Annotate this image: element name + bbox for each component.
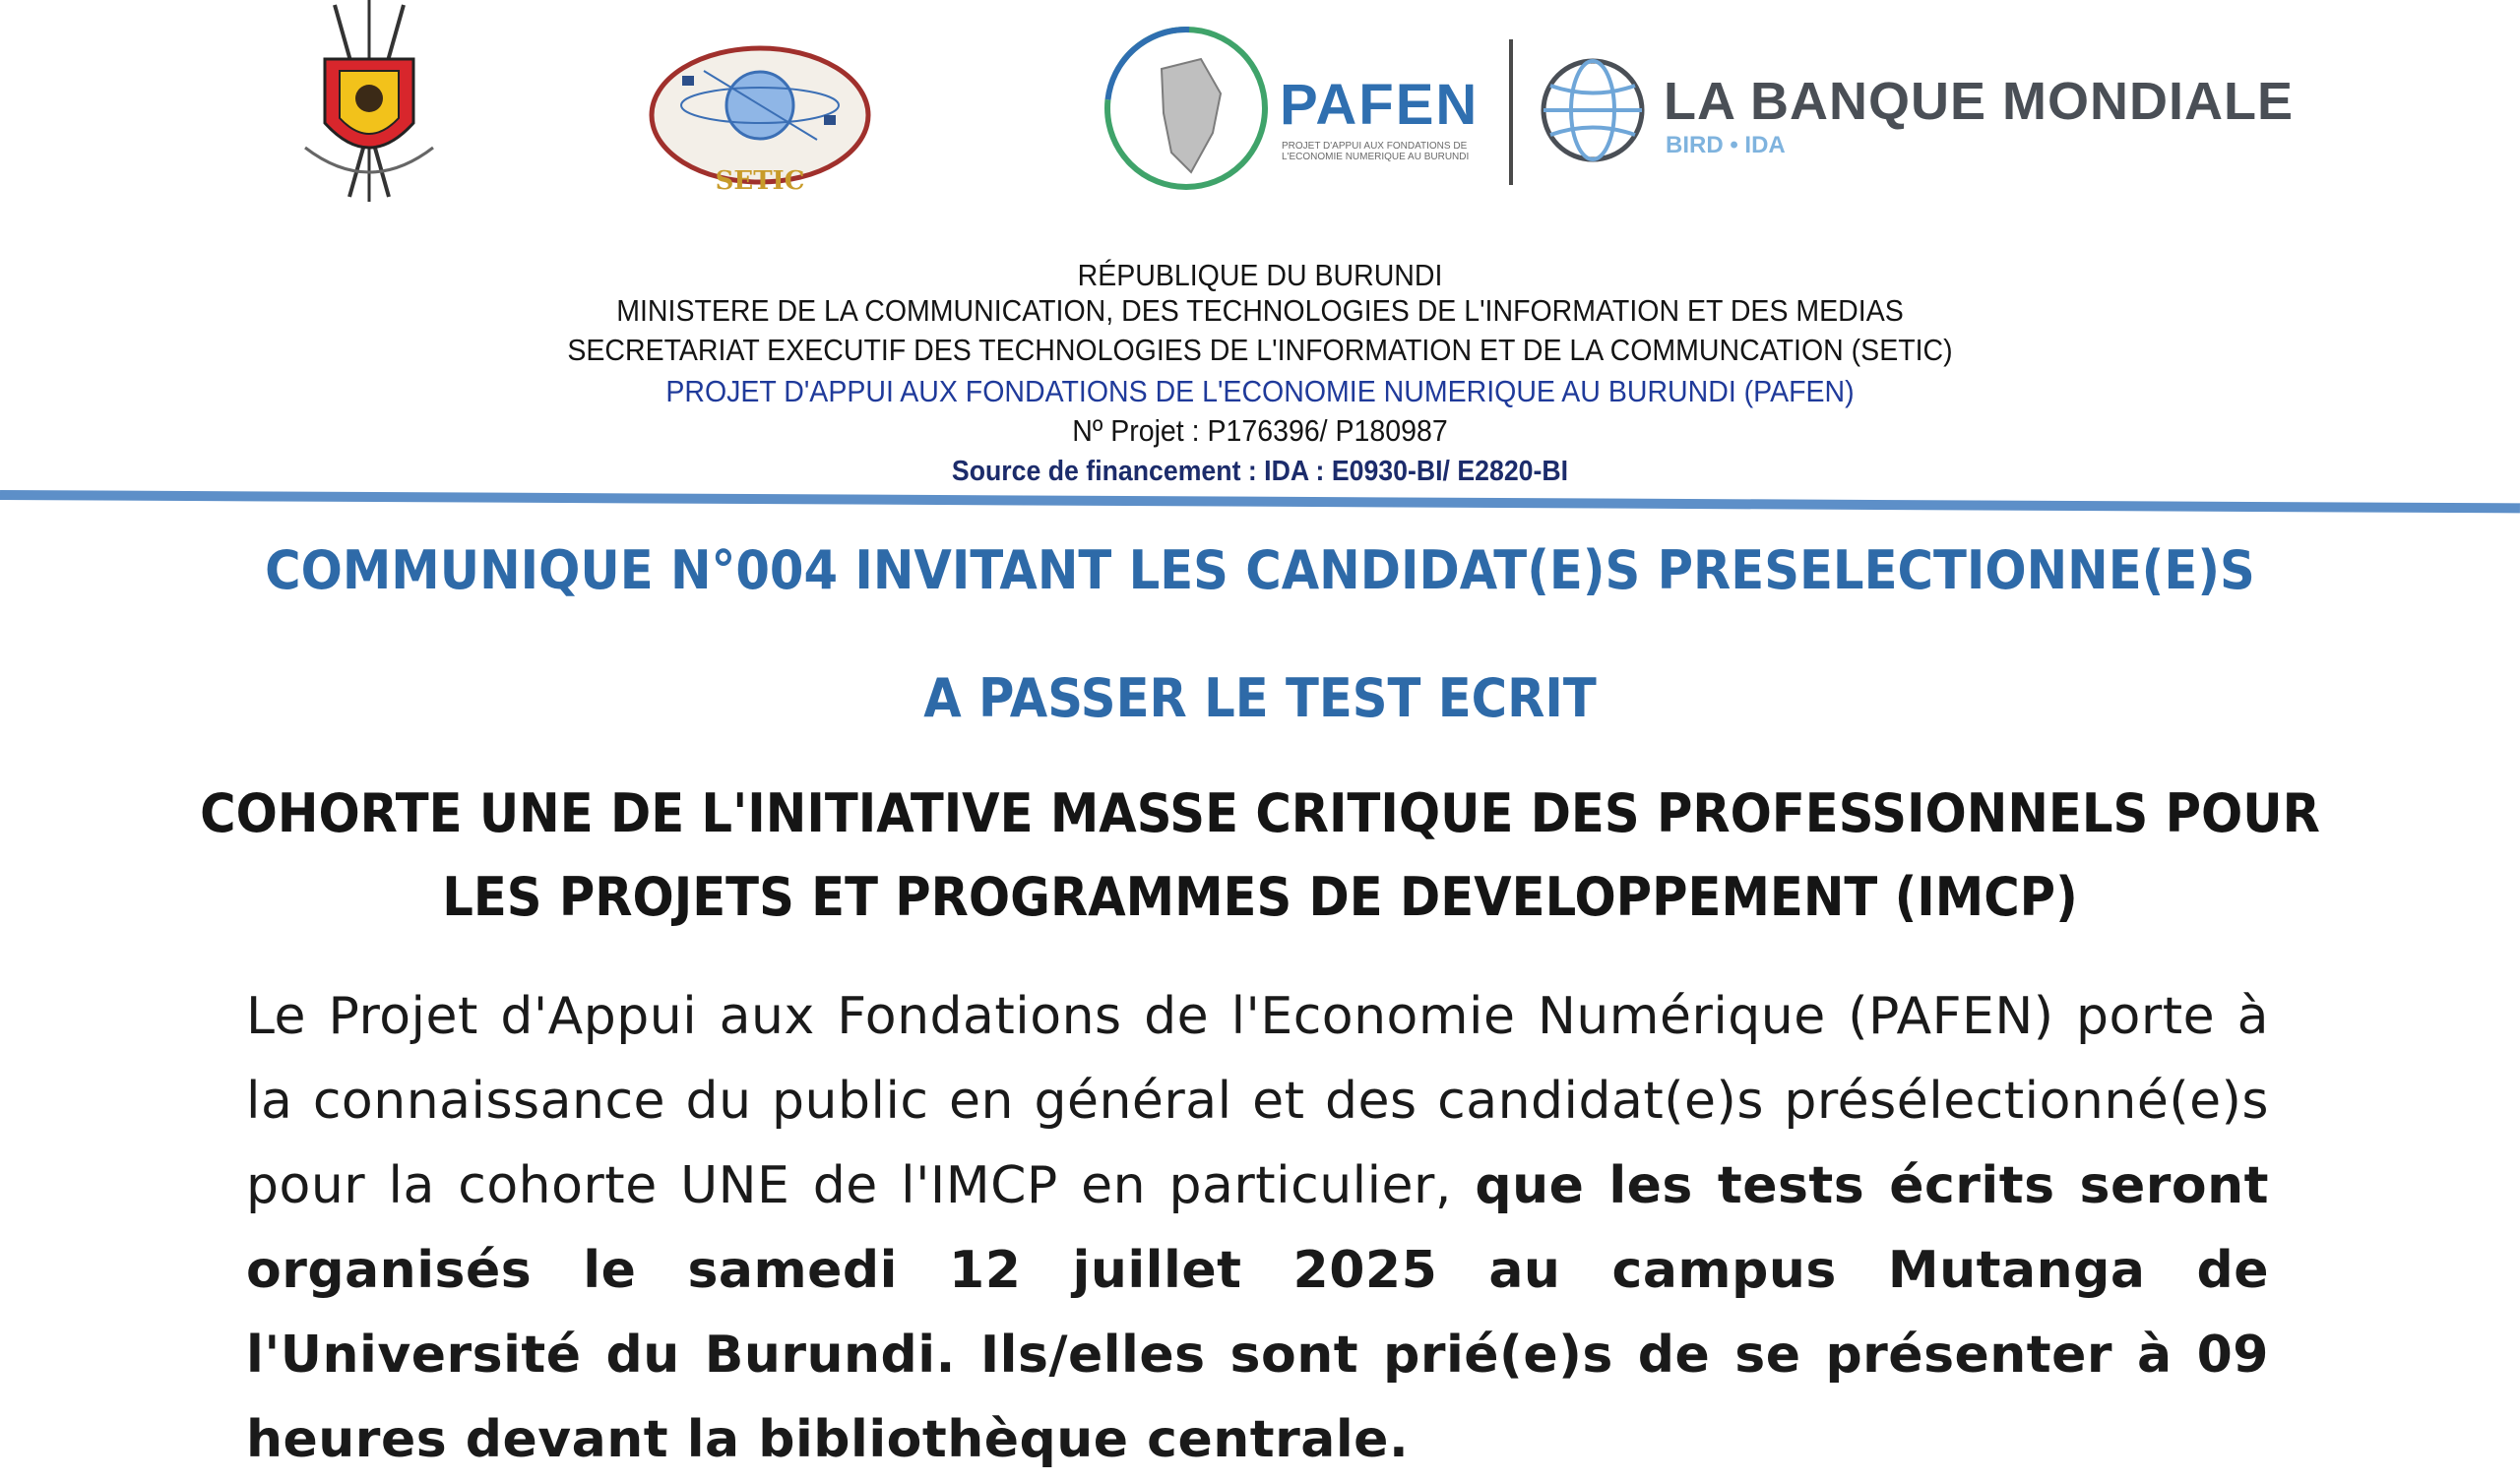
header-republic: RÉPUBLIQUE DU BURUNDI — [1077, 258, 1443, 292]
announcement-paragraph — [246, 974, 2269, 1482]
world-bank-logo — [1536, 41, 2294, 189]
header-project: PROJET D'APPUI AUX FONDATIONS DE L'ECONOMIE NUMERIQUE AU BURUNDI (PAFEN) — [665, 374, 1855, 408]
paragraph-intro: Le Projet d'Appui aux Fondations de l'Economie Numérique (PAFEN) porte à la connaissance du public en général et des candidat(e)s présélectionné(e)s pour la cohorte UNE de l'IMCP en particulier, — [246, 987, 2269, 1215]
pafen-logo-tagline: PROJET D'APPUI AUX FONDATIONS DE L'ECONOMIE NUMERIQUE AU BURUNDI — [1282, 141, 1470, 162]
logo-divider — [1509, 39, 1513, 185]
world-bank-name: LA BANQUE MONDIALE — [1664, 72, 2294, 131]
cohort-heading-line1: COHORTE UNE DE L'INITIATIVE MASSE CRITIQUE DES PROFESSIONNELS POUR — [200, 782, 2320, 844]
setic-logo — [645, 31, 876, 204]
header-funding-source: Source de financement : IDA : E0930-BI/ E2820-BI — [951, 456, 1569, 487]
header-ministry: MINISTERE DE LA COMMUNICATION, DES TECHNOLOGIES DE L'INFORMATION ET DES MEDIAS — [616, 293, 1904, 328]
header-secretariat: SECRETARIAT EXECUTIF DES TECHNOLOGIES DE L'INFORMATION ET DE LA COMMUNCATION (SETIC) — [567, 333, 1953, 367]
communique-subtitle: A PASSER LE TEST ECRIT — [923, 667, 1597, 729]
header-project-number: Nº Projet : P176396/ P180987 — [1072, 413, 1448, 448]
pafen-logo-name: PAFEN — [1280, 73, 1480, 137]
burundi-coat-of-arms-logo — [295, 0, 443, 212]
pafen-logo — [1102, 15, 1506, 202]
communique-title: COMMUNIQUE N°004 INVITANT LES CANDIDAT(E)S PRESELECTIONNE(E)S — [265, 539, 2255, 601]
header-separator-rule — [0, 490, 2520, 513]
cohort-heading-line2: LES PROJETS ET PROGRAMMES DE DEVELOPPEMENT (IMCP) — [442, 866, 2078, 928]
paragraph-test-details: que les tests écrits seront organisés le samedi 12 juillet 2025 au campus Mutanga de l'Université du Burundi. Ils/elles sont prié(e)s de se présenter à 09 heures devant la bibliothèque centrale. — [246, 1156, 2269, 1469]
world-bank-subtitle: BIRD • IDA — [1666, 132, 1786, 158]
setic-logo-text: SETIC — [715, 166, 805, 196]
